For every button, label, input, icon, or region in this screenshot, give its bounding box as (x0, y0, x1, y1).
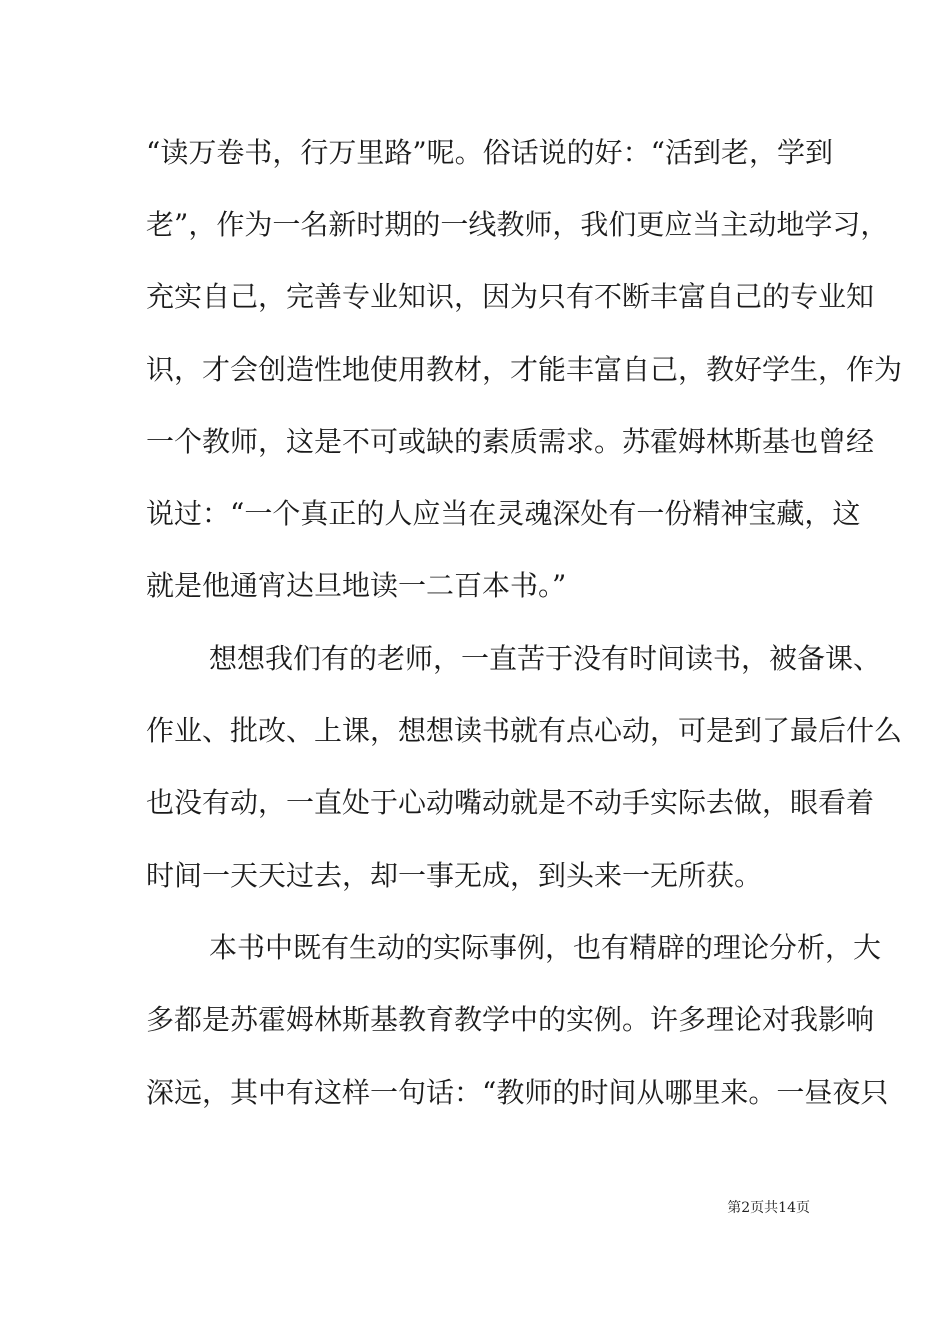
text-line-1: “读万卷书，行万里路”呢。俗话说的好：“活到老，学到 (146, 136, 833, 169)
paragraph-2-line-1: 想想我们有的老师，一直苦于没有时间读书，被备课、 (209, 642, 882, 675)
text-line-5: 一个教师，这是不可或缺的素质需求。苏霍姆林斯基也曾经 (146, 425, 875, 458)
paragraph-2-line-3: 也没有动，一直处于心动嘴动就是不动手实际去做，眼看着 (146, 786, 875, 819)
paragraph-3-line-2: 多都是苏霍姆林斯基教育教学中的实例。许多理论对我影响 (146, 1003, 875, 1036)
paragraph-2-line-4: 时间一天天过去，却一事无成，到头来一无所获。 (146, 859, 763, 892)
text-line-2: 老”，作为一名新时期的一线教师，我们更应当主动地学习， (146, 208, 889, 241)
paragraph-3-line-1: 本书中既有生动的实际事例，也有精辟的理论分析，大 (209, 931, 882, 964)
text-line-7: 就是他通宵达旦地读一二百本书。” (146, 569, 567, 602)
text-line-4: 识，才会创造性地使用教材，才能丰富自己，教好学生，作为 (146, 353, 903, 386)
paragraph-2-line-2: 作业、批改、上课，想想读书就有点心动，可是到了最后什么 (146, 714, 903, 747)
page-number-footer: 第2页共14页 (727, 1200, 810, 1216)
text-line-6: 说过：“一个真正的人应当在灵魂深处有一份精神宝藏，这 (146, 497, 861, 530)
text-line-3: 充实自己，完善专业知识，因为只有不断丰富自己的专业知 (146, 280, 875, 313)
paragraph-3-line-3: 深远，其中有这样一句话：“教师的时间从哪里来。一昼夜只 (146, 1076, 889, 1109)
